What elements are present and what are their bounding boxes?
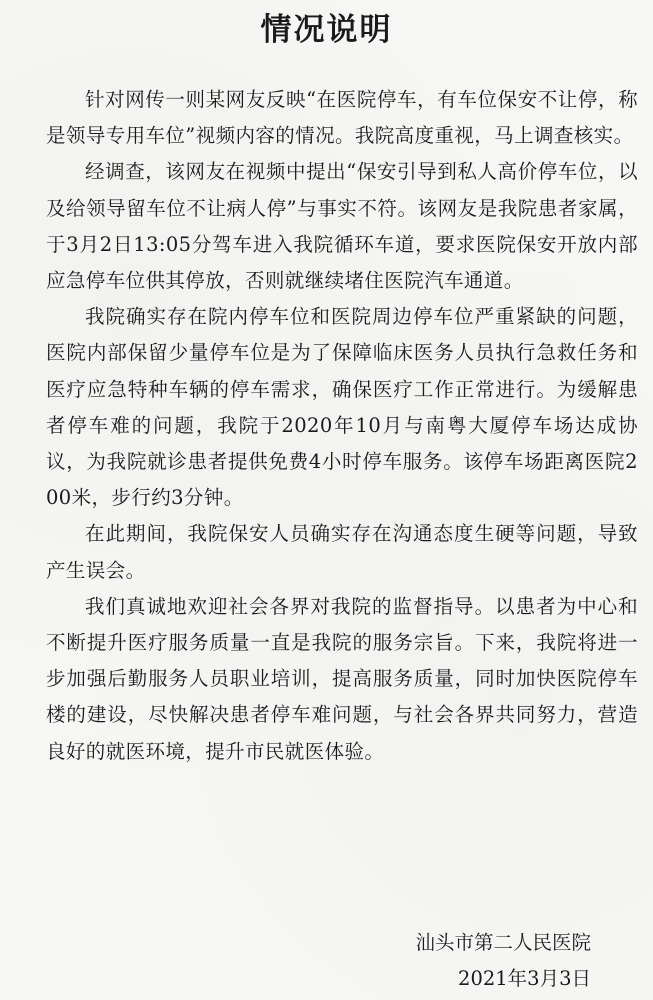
signature-block — [415, 925, 591, 997]
paragraph-2: 经调查，该网友在视频中提出“保安引导到私人高价停车位，以及给领导留车位不让病人停”与事实不符。该网友是我院患者家属，于3月2日13:05分驾车进入我院循环车道，要求医院保安开放内部应急停车位供其停放，否则就继续堵住医院汽车通道。 — [46, 160, 638, 293]
signature-date: 2021年3月3日 — [458, 967, 591, 990]
paragraph-5: 我们真诚地欢迎社会各界对我院的监督指导。以患者为中心和不断提升医疗服务质量一直是我院的服务宗旨。下来，我院将进一步加强后勤服务人员职业培训，提高服务质量，同时加快医院停车楼的建设，尽快解决患者停车难问题，与社会各界共同努力，营造良好的就医环境，提升市民就医体验。 — [46, 594, 638, 763]
paragraph-1: 针对网传一则某网友反映“在医院停车，有车位保安不让停，称是领导专用车位”视频内容的情况。我院高度重视，马上调查核实。 — [46, 88, 638, 148]
document-title: 情况说明 — [260, 12, 393, 48]
paragraph-4: 在此期间，我院保安人员确实存在沟通态度生硬等问题，导致产生误会。 — [46, 522, 638, 582]
paragraph-3: 我院确实存在院内停车位和医院周边停车位严重紧缺的问题，医院内部保留少量停车位是为了保障临床医务人员执行急救任务和医疗应急特种车辆的停车需求，确保医疗工作正常进行。为缓解患者停车难的问题，我院于2020年10月与南粤大厦停车场达成协议，为我院就诊患者提供免费4小时停车服务。该停车场距离医院200米，步行约3分钟。 — [46, 305, 638, 510]
document-body — [46, 82, 638, 770]
signature-organization: 汕头市第二人民医院 — [415, 931, 591, 954]
